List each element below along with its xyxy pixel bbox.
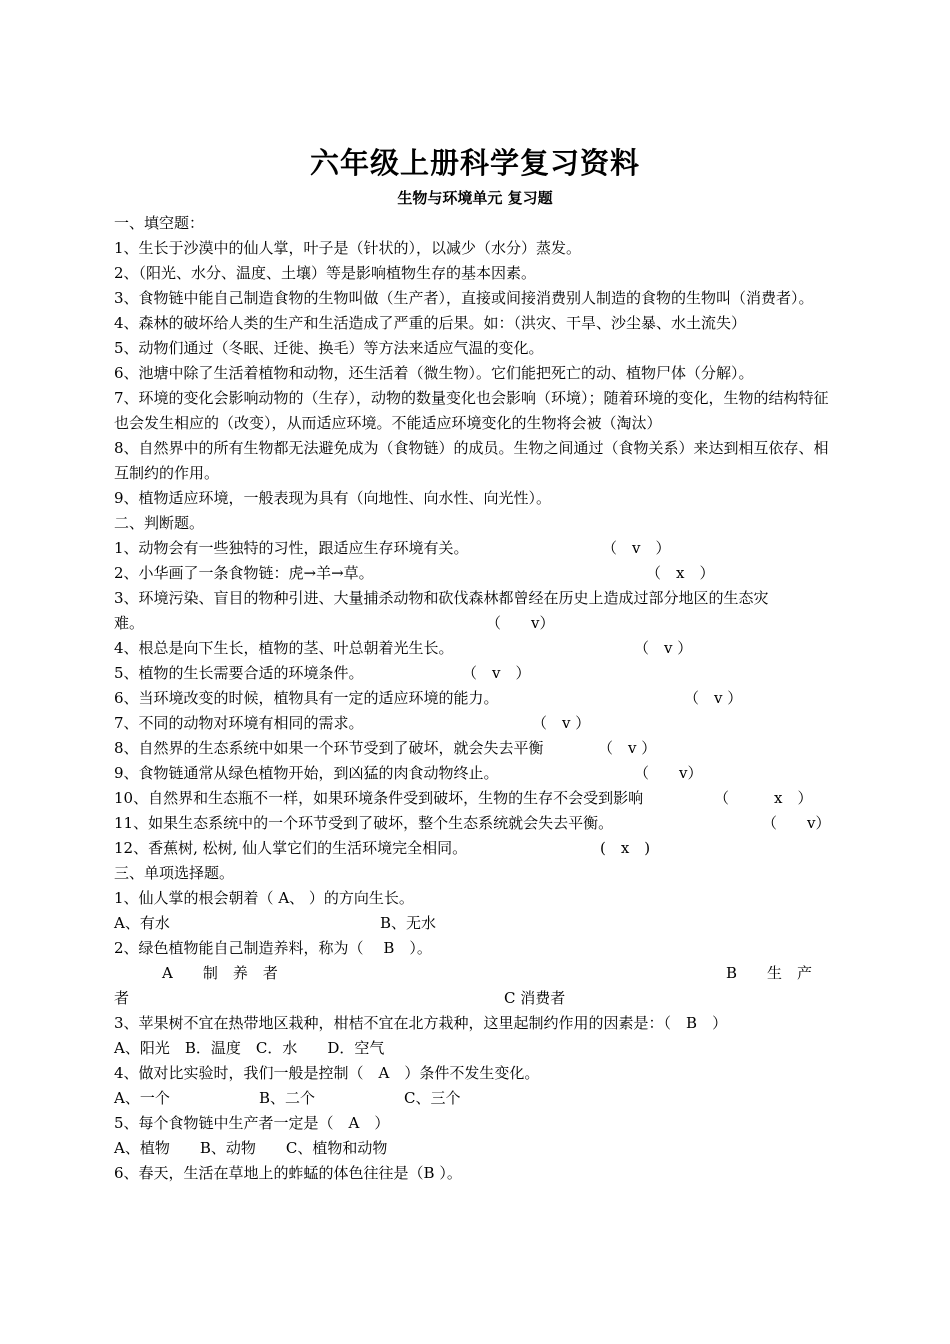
judge-question-text: 5、植物的生长需要合适的环境条件。: [114, 664, 364, 682]
judge-question: [114, 811, 840, 836]
judge-question-text: 难。: [114, 614, 145, 632]
judge-answer: （ v）: [634, 764, 703, 782]
choice-option: C 消费者: [504, 989, 566, 1007]
judge-answer: （ v）: [486, 614, 555, 632]
fill-question: 4、森林的破坏给人类的生产和生活造成了严重的后果。如：（洪灾、干旱、沙尘暴、水土流失）: [114, 314, 747, 332]
judge-question-text: 3、环境污染、盲目的物种引进、大量捕杀动物和砍伐森林都曾经在历史上造成过部分地区的生态灾: [114, 589, 769, 607]
judge-question-text: 11、如果生态系统中的一个环节受到了破坏，整个生态系统就会失去平衡。: [114, 814, 614, 832]
choice-question: 2、绿色植物能自己制造养料，称为（ B ）。: [114, 939, 432, 957]
judge-answer: （ v ）: [602, 539, 671, 557]
judge-question-text: 6、当环境改变的时候，植物具有一定的适应环境的能力。: [114, 689, 499, 707]
document-body: [114, 211, 840, 1186]
judge-question: [114, 736, 840, 761]
judge-question: [114, 561, 840, 586]
judge-question: [114, 536, 840, 561]
judge-question-text: 4、根总是向下生长，植物的茎、叶总朝着光生长。: [114, 639, 454, 657]
choice-question: 4、做对比实验时，我们一般是控制（ A ）条件不发生变化。: [114, 1064, 540, 1082]
fill-question: 7、环境的变化会影响动物的（生存），动物的数量变化也会影响（环境）；随着环境的变化，生物的结构特征也会发生相应的（改变），从而适应环境。不能适应环境变化的生物将会被（淘汰）: [114, 389, 829, 432]
judge-question: [114, 636, 840, 661]
choice-options: A、阳光 B．温度 C．水 D．空气: [114, 1039, 385, 1057]
choice-option: 者: [114, 989, 130, 1007]
judge-question: [114, 836, 840, 861]
judge-question: [114, 611, 840, 636]
judge-answer: （ v ）: [684, 689, 743, 707]
judge-question-text: 9、食物链通常从绿色植物开始，到凶猛的肉食动物终止。: [114, 764, 499, 782]
judge-question: [114, 686, 840, 711]
choice-options: [114, 1086, 840, 1111]
judge-answer: （ v ）: [634, 639, 693, 657]
choice-option: A、有水: [114, 914, 170, 932]
judge-question-text: 10、自然界和生态瓶不一样，如果环境条件受到破坏，生物的生存不会受到影响: [114, 789, 644, 807]
choice-option: B 生 产: [726, 964, 813, 982]
choice-question: 3、苹果树不宜在热带地区栽种，柑桔不宜在北方栽种，这里起制约作用的因素是：（ B ）: [114, 1014, 728, 1032]
judge-question: [114, 761, 840, 786]
fill-question: 8、自然界中的所有生物都无法避免成为（食物链）的成员。生物之间通过（食物关系）来达到相互依存、相互制约的作用。: [114, 439, 829, 482]
choice-question: 5、每个食物链中生产者一定是（ A ）: [114, 1114, 390, 1132]
judge-question: [114, 786, 840, 811]
choice-option: C、三个: [404, 1089, 461, 1107]
judge-answer: （ x ）: [646, 564, 715, 582]
choice-options: [114, 961, 840, 986]
choice-option: A 制 养 者: [162, 964, 278, 982]
judge-question-text: 1、动物会有一些独特的习性，跟适应生存环境有关。: [114, 539, 469, 557]
fill-question: 3、食物链中能自己制造食物的生物叫做（生产者），直接或间接消费别人制造的食物的生物叫（消费者）。: [114, 289, 814, 307]
section-heading-judge: 二、判断题。: [114, 514, 205, 532]
choice-options: A、植物 B、动物 C、植物和动物: [114, 1139, 388, 1157]
choice-question: 6、春天，生活在草地上的蚱蜢的体色往往是（B ）。: [114, 1164, 462, 1182]
judge-answer: （ v）: [762, 814, 831, 832]
judge-question-text: 8、自然界的生态系统中如果一个环节受到了破坏，就会失去平衡: [114, 739, 544, 757]
judge-answer: （ x ）: [714, 789, 813, 807]
fill-question: 9、植物适应环境，一般表现为具有（向地性、向水性、向光性）。: [114, 489, 552, 507]
judge-question-text: 7、不同的动物对环境有相同的需求。: [114, 714, 364, 732]
judge-question: [114, 711, 840, 736]
choice-question: 1、仙人掌的根会朝着（ A、 ）的方向生长。: [114, 889, 414, 907]
page-subtitle: 生物与环境单元 复习题: [397, 189, 553, 207]
judge-answer: （ v ）: [598, 739, 657, 757]
choice-options: [114, 911, 840, 936]
choice-option: B、二个: [259, 1089, 316, 1107]
fill-question: 6、池塘中除了生活着植物和动物，还生活着（微生物）。它们能把死亡的动、植物尸体（分解）。: [114, 364, 754, 382]
section-heading-fill: 一、填空题：: [114, 214, 205, 232]
choice-options: [114, 986, 840, 1011]
choice-option: A、一个: [114, 1089, 170, 1107]
fill-question: 5、动物们通过（冬眠、迁徙、换毛）等方法来适应气温的变化。: [114, 339, 544, 357]
page-title: 六年级上册科学复习资料: [309, 146, 640, 180]
judge-question-text: 12、香蕉树, 松树, 仙人掌它们的生活环境完全相同。: [114, 839, 468, 857]
section-heading-choice: 三、单项选择题。: [114, 864, 235, 882]
judge-answer: （ v ）: [462, 664, 531, 682]
fill-question: 2、（阳光、水分、温度、土壤）等是影响植物生存的基本因素。: [114, 264, 537, 282]
judge-answer: （ v ）: [532, 714, 591, 732]
judge-question-text: 2、小华画了一条食物链：虎→羊→草。: [114, 564, 374, 582]
fill-question: 1、生长于沙漠中的仙人掌，叶子是（针状的），以减少（水分）蒸发。: [114, 239, 582, 257]
choice-option: B、无水: [380, 914, 437, 932]
judge-question: [114, 661, 840, 686]
judge-answer: ( x ): [600, 839, 651, 857]
